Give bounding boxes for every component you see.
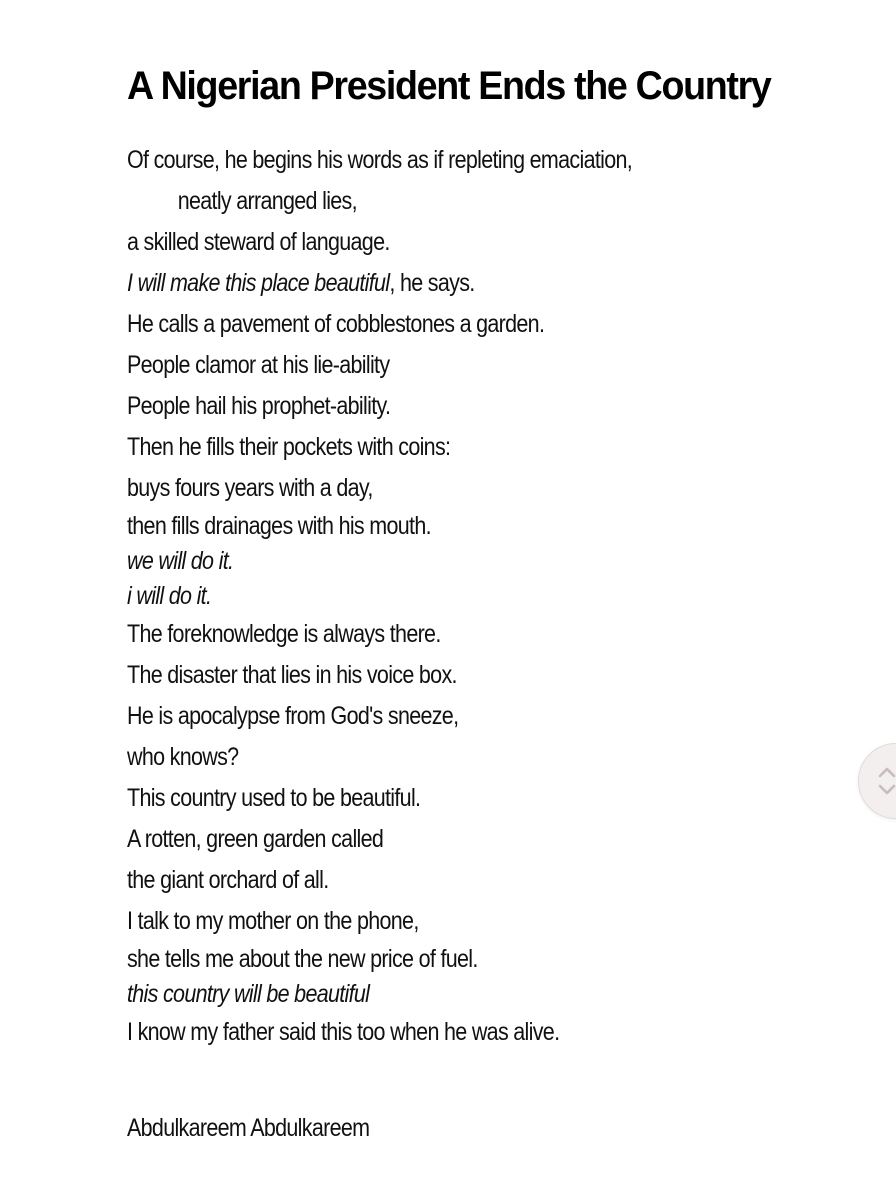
poem-line-italic: this country will be beautiful [127,980,370,1008]
poem-line: who knows? [127,743,239,771]
poem-title: A Nigerian President Ends the Country [127,64,771,108]
poem-line: Then he fills their pockets with coins: [127,433,451,461]
poem-line: People hail his prophet-ability. [127,392,391,420]
poem-line: A rotten, green garden called [127,825,384,853]
poem-line: the giant orchard of all. [127,866,329,894]
poem-author: Abdulkareem Abdulkareem [127,1114,370,1142]
scroll-widget[interactable] [858,743,896,819]
poem-line-italic: we will do it. [127,547,234,575]
poem-line: buys fours years with a day, [127,474,373,502]
poem-line: The foreknowledge is always there. [127,620,441,648]
poem-line: then fills drainages with his mouth. [127,512,431,540]
poem-line: neatly arranged lies, [177,187,357,215]
chevron-up-down-icon [877,760,896,800]
poem-line: she tells me about the new price of fuel. [127,945,478,973]
poem-line: The disaster that lies in his voice box. [127,661,457,689]
poem-body [127,140,827,1053]
poem-line [127,263,729,304]
poem-line: Of course, he begins his words as if repleting emaciation, [127,146,633,174]
poem-line-rest: , he says. [389,269,475,297]
poem-line: He is apocalypse from God's sneeze, [127,702,459,730]
poem-line: This country used to be beautiful. [127,784,421,812]
poem-line-italic: i will do it. [127,582,212,610]
poem-line: I know my father said this too when he was alive. [127,1018,560,1046]
poem-line: I talk to my mother on the phone, [127,907,419,935]
poem-line: People clamor at his lie-ability [127,351,390,379]
poem-line: a skilled steward of language. [127,228,390,256]
poem-line-italic-part: I will make this place beautiful [127,269,390,297]
poem-line: He calls a pavement of cobblestones a garden. [127,310,545,338]
